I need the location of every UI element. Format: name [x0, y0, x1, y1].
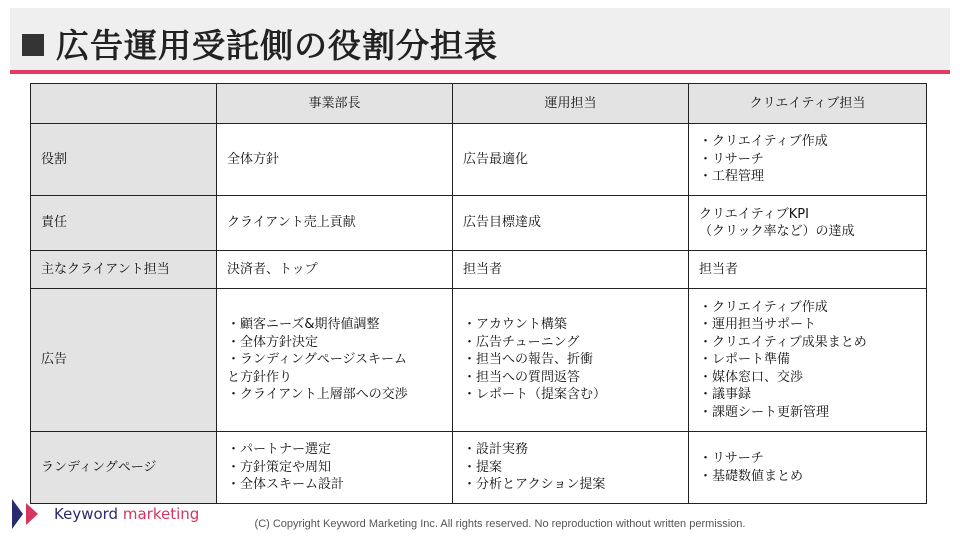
table-cell	[453, 196, 689, 251]
table-cell	[453, 124, 689, 196]
cell-line: クリエイティブKPI	[699, 206, 809, 222]
cell-line: 全体方針	[227, 151, 280, 167]
cell-line: と方針作り	[227, 369, 293, 385]
cell-line: ・工程管理	[699, 169, 765, 185]
role-table	[30, 83, 927, 504]
cell-line: ・リサーチ	[699, 151, 764, 167]
row-header: 責任	[31, 196, 217, 251]
table-cell	[453, 432, 689, 504]
cell-line: ・クリエイティブ成果まとめ	[699, 334, 867, 350]
table-cell	[217, 432, 453, 504]
table-cell	[689, 196, 927, 251]
cell-line: 担当者	[699, 261, 739, 277]
row-header: 役割	[31, 124, 217, 196]
table-row	[31, 251, 927, 289]
column-header: 運用担当	[453, 84, 689, 124]
cell-line: 広告最適化	[463, 151, 529, 167]
table-row	[31, 196, 927, 251]
table-cell	[689, 251, 927, 289]
table-corner-cell	[31, 84, 217, 124]
page-title: 広告運用受託側の役割分担表	[56, 26, 498, 65]
cell-line: ・全体方針決定	[227, 334, 319, 350]
cell-line: ・媒体窓口、交渉	[699, 369, 804, 385]
cell-line: ・議事録	[699, 387, 752, 403]
table-cell	[689, 289, 927, 432]
cell-line: ・リサーチ	[699, 451, 764, 466]
cell-line: ・パートナー選定	[227, 442, 332, 458]
cell-line: ・広告チューニング	[463, 334, 580, 350]
cell-line: ・クライアント上層部への交渉	[227, 387, 408, 403]
cell-line: ・顧客ニーズ&期待値調整	[227, 317, 380, 333]
cell-line: ・提案	[463, 459, 503, 475]
cell-line: ・全体スキーム設計	[227, 477, 345, 493]
cell-line: ・クリエイティブ作成	[699, 134, 828, 150]
table-cell	[217, 289, 453, 432]
cell-line: ・担当への報告、折衝	[463, 352, 594, 368]
table-cell	[453, 251, 689, 289]
cell-line: ・課題シート更新管理	[699, 404, 830, 420]
table-cell	[217, 251, 453, 289]
logo-word-marketing: marketing	[122, 505, 200, 523]
cell-line: ・クリエイティブ作成	[699, 299, 828, 315]
cell-line: ・レポート準備	[699, 352, 791, 368]
cell-line: ・ランディングページスキーム	[227, 352, 408, 368]
row-header: ランディングページ	[31, 432, 217, 504]
cell-line: ・担当への質問返答	[463, 369, 581, 385]
cell-line: ・レポート（提案含む）	[463, 387, 607, 403]
cell-line: ・設計実務	[463, 442, 529, 458]
table-cell	[217, 124, 453, 196]
copyright-notice: (C) Copyright Keyword Marketing Inc. All rights reserved. No reproduction without written permission.	[254, 518, 746, 530]
table-cell	[217, 196, 453, 251]
table-row	[31, 289, 927, 432]
row-header: 主なクライアント担当	[31, 251, 217, 289]
cell-line: クライアント売上貢献	[227, 215, 356, 231]
title-underline	[10, 70, 950, 74]
cell-line: ・分析とアクション提案	[463, 477, 606, 493]
table-row	[31, 124, 927, 196]
table-header-row	[31, 84, 927, 124]
logo-word-keyword: Keyword	[54, 505, 119, 523]
table-row	[31, 432, 927, 504]
cell-line: ・運用担当サポート	[699, 317, 817, 333]
cell-line: ・基礎数値まとめ	[699, 468, 804, 484]
table-cell	[689, 432, 927, 504]
column-header: 事業部長	[217, 84, 453, 124]
cell-line: 広告目標達成	[463, 215, 542, 231]
title-bar	[10, 8, 950, 70]
cell-line: ・方針策定や周知	[227, 459, 332, 475]
cell-line: （クリック率など）の達成	[699, 224, 855, 239]
cell-line: 担当者	[463, 261, 503, 277]
cell-line: ・アカウント構築	[463, 317, 567, 333]
title-square-icon	[22, 34, 44, 56]
cell-line: 決済者、トップ	[227, 261, 318, 277]
table-cell	[689, 124, 927, 196]
column-header: クリエイティブ担当	[689, 84, 927, 124]
row-header: 広告	[31, 289, 217, 432]
table-cell	[453, 289, 689, 432]
